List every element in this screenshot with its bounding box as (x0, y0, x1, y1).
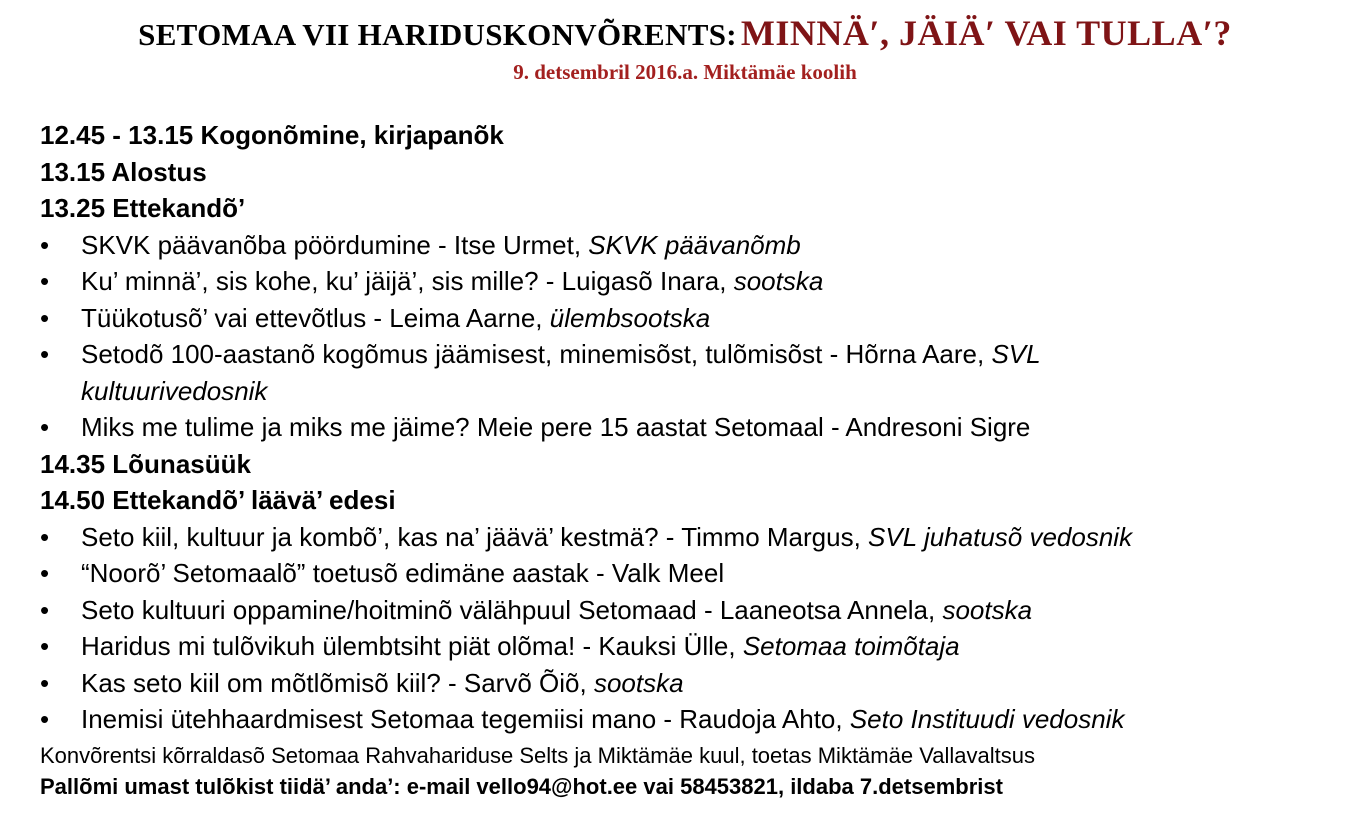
talk-title-speaker: Seto kultuuri oppamine/hoitminõ välähpuul Setomaad - Laaneotsa Annela, (81, 594, 943, 625)
bullet-point: • (40, 667, 50, 698)
schedule-gathering: 12.45 - 13.15 Kogonõmine, kirjapanõk (40, 120, 504, 150)
talk-item (40, 263, 1360, 300)
talk-list-2 (40, 519, 1360, 738)
talk-text (81, 555, 1231, 592)
talk-item (40, 701, 1360, 738)
schedule-talks-1: 13.25 Ettekandõ’ (40, 193, 246, 223)
talk-title-speaker: Inemisi ütehhaardmisest Setomaa tegemiisi mano - Raudoja Ahto, (81, 704, 850, 734)
speaker-role: sootska (942, 594, 1033, 625)
bullet-point: • (40, 229, 50, 260)
bullet-point: • (40, 521, 50, 552)
schedule-lunch: 14.35 Lõunasüük (40, 448, 251, 479)
talk-text (81, 263, 1231, 300)
bullet-point: • (40, 302, 50, 333)
speaker-role: ülembsootska (549, 302, 711, 333)
talk-item (40, 592, 1360, 629)
bullet-point: • (40, 266, 50, 296)
schedule-opening: 13.15 Alostus (40, 156, 207, 187)
speaker-role: sootska (593, 667, 684, 698)
talk-title-speaker: SKVK päävanõba pöördumine - Itse Urmet, (81, 229, 589, 260)
talk-title-speaker: Miks me tulime ja miks me jäime? Meie pere 15 aastat Setomaal - Andresoni Sigre (81, 412, 1031, 442)
bullet-point: • (40, 339, 50, 369)
speaker-role: SVL kultuurivedosnik (81, 339, 1041, 406)
talk-text (81, 701, 1231, 738)
talk-title-speaker: Kas seto kiil om mõtlõmisõ kiil? - Sarvõ Õiõ, (81, 667, 594, 698)
talk-title-speaker: Haridus mi tulõvikuh ülembtsiht piät olõma! - Kauksi Ülle, (81, 631, 743, 661)
bullet-point: • (40, 558, 50, 588)
bullet-point: • (40, 704, 50, 734)
date-location: 9. detsembril 2016.a. Miktämäe koolih (513, 60, 857, 84)
program (40, 117, 1360, 802)
talk-item (40, 519, 1360, 556)
talk-item (40, 555, 1360, 592)
talk-text (81, 227, 1231, 264)
talk-title-speaker: Tüükotusõ’ vai ettevõtlus - Leima Aarne, (81, 302, 550, 333)
speaker-role: Setomaa toimõtaja (742, 631, 960, 661)
talk-title-speaker: Setodõ 100-aastanõ kogõmus jäämisest, minemisõst, tulõmisõst - Hõrna Aare, (81, 339, 992, 369)
speaker-role: SVL juhatusõ vedosnik (868, 521, 1133, 552)
talk-text (81, 628, 1231, 665)
talk-item (40, 227, 1360, 264)
speaker-role: sootska (733, 266, 824, 296)
talk-title-speaker: “Noorõ’ Setomaalõ” toetusõ edimäne aastak - Valk Meel (81, 558, 725, 588)
talk-item (40, 665, 1360, 702)
organizers-note: Konvõrentsi kõrraldasõ Setomaa Rahvahariduse Selts ja Miktämäe kuul, toetas Miktämäe Vallavaltsus (40, 742, 1035, 768)
conference-theme: MINNÄ′, JÄIÄ′ VAI TULLA′? (740, 13, 1232, 53)
bullet-point: • (40, 631, 50, 661)
schedule-talks-2: 14.50 Ettekandõ’ läävä’ edesi (40, 485, 396, 515)
talk-text (81, 300, 1231, 337)
header (0, 10, 1370, 84)
speaker-role: Seto Instituudi vedosnik (849, 704, 1125, 734)
talk-text (81, 519, 1231, 556)
conference-title (0, 10, 1370, 64)
talk-title-speaker: Ku’ minnä’, sis kohe, ku’ jäijä’, sis mille? - Luigasõ Inara, (81, 266, 734, 296)
bullet-point: • (40, 412, 50, 442)
talk-title-speaker: Seto kiil, kultuur ja kombõ’, kas na’ jäävä’ kestmä? - Timmo Margus, (81, 521, 869, 552)
talk-text (81, 592, 1231, 629)
talk-text (81, 665, 1231, 702)
talk-item (40, 300, 1360, 337)
speaker-role: SKVK päävanõmb (588, 229, 801, 260)
talk-item (40, 628, 1360, 665)
bullet-point: • (40, 594, 50, 625)
registration-note: Pallõmi umast tulõkist tiidä’ anda’: e-mail vello94@hot.ee vai 58453821, ildaba 7.detsembrist (40, 773, 1003, 799)
conference-name: SETOMAA VII HARIDUSKONVÕRENTS: (138, 17, 737, 52)
talk-item (40, 409, 1360, 446)
talk-text (81, 336, 1231, 409)
talk-list-1 (40, 227, 1360, 446)
talk-item (40, 336, 1360, 409)
talk-text (81, 409, 1231, 446)
